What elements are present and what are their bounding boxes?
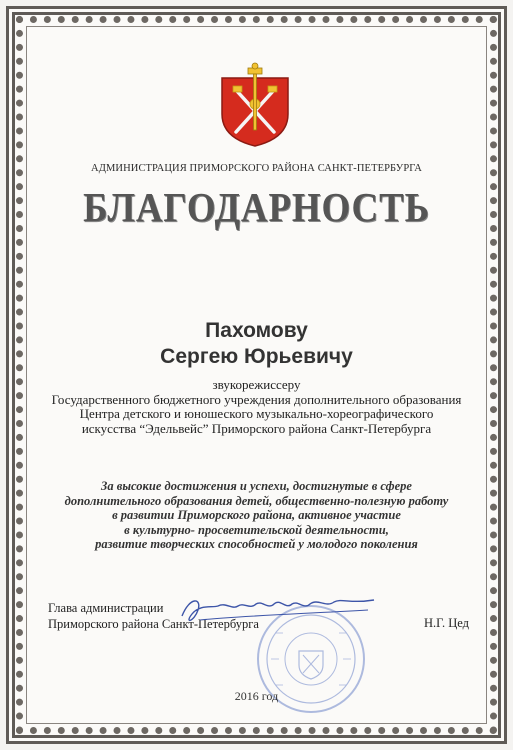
recipient-name [40, 318, 473, 370]
signatory-title-line: Приморского района Санкт-Петербурга [48, 616, 259, 631]
position-line: Государственного бюджетного учреждения дополнительного образования [51, 391, 462, 407]
recipient-given-names: Сергею Юрьевичу [160, 345, 353, 368]
document-year: 2016 год [234, 689, 279, 703]
administration-title: АДМИНИСТРАЦИЯ ПРИМОРСКОГО РАЙОНА САНКТ-ПЕТЕРБУРГА [91, 163, 422, 174]
position-line: искусства “Эдельвейс” Приморского района Санкт-Петербурга [81, 420, 432, 436]
signatory-title-line: Глава администрации [48, 601, 164, 615]
citation-line: в культурно- просветительской деятельности, [124, 522, 389, 537]
signatory-name: Н.Г. Цед [424, 616, 469, 630]
position-line: звукорежиссеру [212, 377, 301, 392]
document-title: БЛАГОДАРНОСТЬ [83, 184, 430, 230]
citation-line: развитие творческих способностей у молодого поколения [95, 537, 418, 551]
citation-text [36, 479, 477, 552]
position-line: Центра детского и юношеского музыкально-хореографического [79, 406, 434, 421]
citation-line: дополнительного образования детей, общественно-полезную работу [64, 493, 449, 508]
citation-line: в развитии Приморского района, активное участие [112, 508, 401, 522]
recipient-surname: Пахомову [205, 319, 308, 342]
coat-of-arms-icon [218, 62, 292, 148]
citation-line: За высокие достижения и успехи, достигнутые в сфере [101, 479, 412, 493]
handwritten-signature-icon [178, 590, 378, 630]
recipient-position [36, 378, 477, 436]
